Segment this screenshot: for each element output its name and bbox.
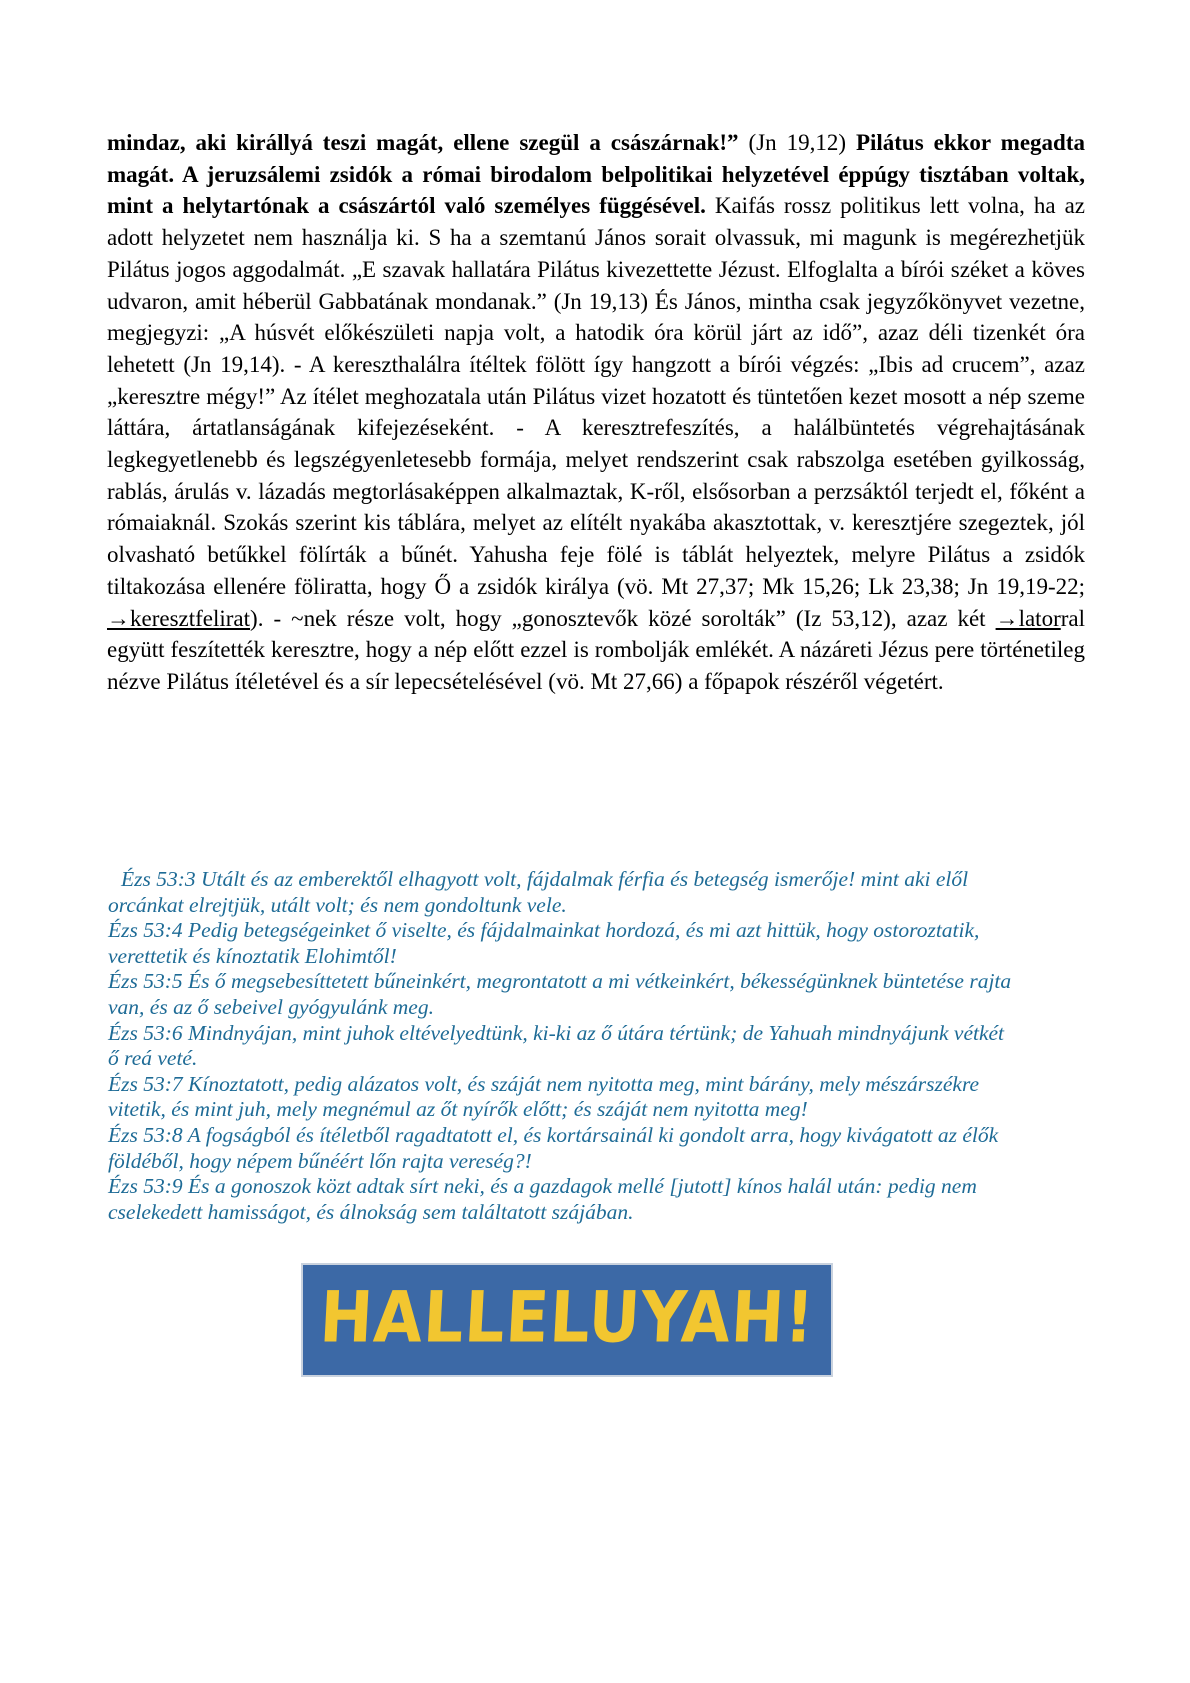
text-segment: Kaifás rossz politikus lett volna, ha az adott helyzetet nem használja ki. S ha a szemtanú János sorait olvassuk, mi magunk is megérezhetjük Pilátus jogos aggodalmát. „E szavak hallatára Pilátus kivezettette Jézust. Elfoglalta a bírói széket a köves udvaron, amit héberül Gabbatának mondanak.” (Jn 19,13) És János, mintha csak jegyzőkönyvet vezetne, megjegyzi: „A húsvét előkészületi napja volt, a hatodik óra körül járt az idő”, azaz déli tizenkét óra lehetett (Jn 19,14). - A kereszthalálra ítéltek fölött így hangzott a bírói végzés: „Ibis ad crucem”, azaz „keresztre mégy!” Az ítélet meghozatala után Pilátus vizet hozatott és tüntetően kezet mosott a nép szeme láttára, ártatlanságának kifejezéseként. - A keresztrefeszítés, a halálbüntetés végrehajtásának legkegyetlenebb és legszégyenletesebb formája, melyet rendszerint csak rabszolga esetében gyilkosság, rablás, árulás v. lázadás megtorlásaképpen alkalmaztak, K-ről, elsősorban a perzsáktól terjedt el, főként a rómaiaknál. Szokás szerint kis táblára, melyet az elítélt nyakába akasztottak, v. keresztjére szegeztek, jól olvasható betűkkel fölírták a bűnét. Yahusha feje fölé is táblát helyeztek, melyre Pilátus a zsidók tiltakozása ellenére föliratta, hogy Ő a zsidók királya (vö. Mt 27,37; Mk 15,26; Lk 23,38; Jn 19,19-22; <box>107 193 1085 599</box>
banner-text: HALLELUYAH! <box>317 1276 817 1358</box>
cross-reference-link: →lator <box>995 605 1061 631</box>
verse-list <box>108 867 1018 1225</box>
text-segment: ral együtt feszítették keresztre, hogy a nép előtt ezzel is rombolják emlékét. A názáreti Jézus pere történetileg nézve Pilátus ítéletével és a sír lepecsételésével (vö. Mt 27,66) a főpapok részéről végetért. <box>107 605 1085 694</box>
verse-53-3: Ézs 53:3 Utált és az emberektől elhagyott volt, fájdalmak férfia és betegség ismerője! mint aki elől orcánkat elrejtjük, utált volt; és nem gondoltunk vele. <box>108 867 969 917</box>
verse-53-5: Ézs 53:5 És ő megsebesíttetett bűneinkért, megrontatott a mi vétkeinkért, békességünknek büntetése rajta van, és az ő sebeivel gyógyulánk meg. <box>108 969 1012 1019</box>
article-paragraph <box>107 127 1085 698</box>
verse-53-6: Ézs 53:6 Mindnyájan, mint juhok eltévelyedtünk, ki-ki az ő útára tértünk; de Yahuah mindnyájunk vétkét ő reá veté. <box>108 1020 1005 1071</box>
text-segment: ). - ~nek része volt, hogy „gonosztevők közé sorolták” (Iz 53,12), azaz két <box>250 605 996 631</box>
verse-53-9: Ézs 53:9 És a gonoszok közt adtak sírt neki, és a gazdagok mellé [jutott] kínos halál után: pedig nem cselekedett hamisságot, és álnokság sem találtatott szájában. <box>108 1174 977 1224</box>
halleluyah-banner <box>301 1263 833 1377</box>
text-segment: mindaz, aki királlyá teszi magát, ellene szegül a császárnak!” <box>107 130 739 155</box>
verse-53-8: Ézs 53:8 A fogságból és ítéletből ragadtatott el, és kortársainál ki gondolt arra, hogy kivágatott az élők földéből, hogy népem bűnéért lőn rajta vereség?! <box>108 1122 999 1173</box>
text-segment: Pilátus ekkor megadta magát. A jeruzsálemi zsidók a római birodalom belpolitikai helyzetével éppúgy tisztában voltak, mint a helytartónak a császártól való személyes függésével. <box>107 130 1085 219</box>
verse-53-4: Ézs 53:4 Pedig betegségeinket ő viselte, és fájdalmainkat hordozá, és mi azt hittük, hogy ostoroztatik, verettetik és kínoztatik Elohimtől! <box>108 918 980 968</box>
verse-53-7: Ézs 53:7 Kínoztatott, pedig alázatos volt, és száját nem nyitotta meg, mint bárány, mely mészárszékre vitetik, és mint juh, mely megnémul az őt nyírők előtt; és száját nem nyitotta meg! <box>108 1071 980 1122</box>
text-segment: (Jn 19,12) <box>738 130 856 155</box>
cross-reference-link: →keresztfelirat <box>107 605 251 631</box>
